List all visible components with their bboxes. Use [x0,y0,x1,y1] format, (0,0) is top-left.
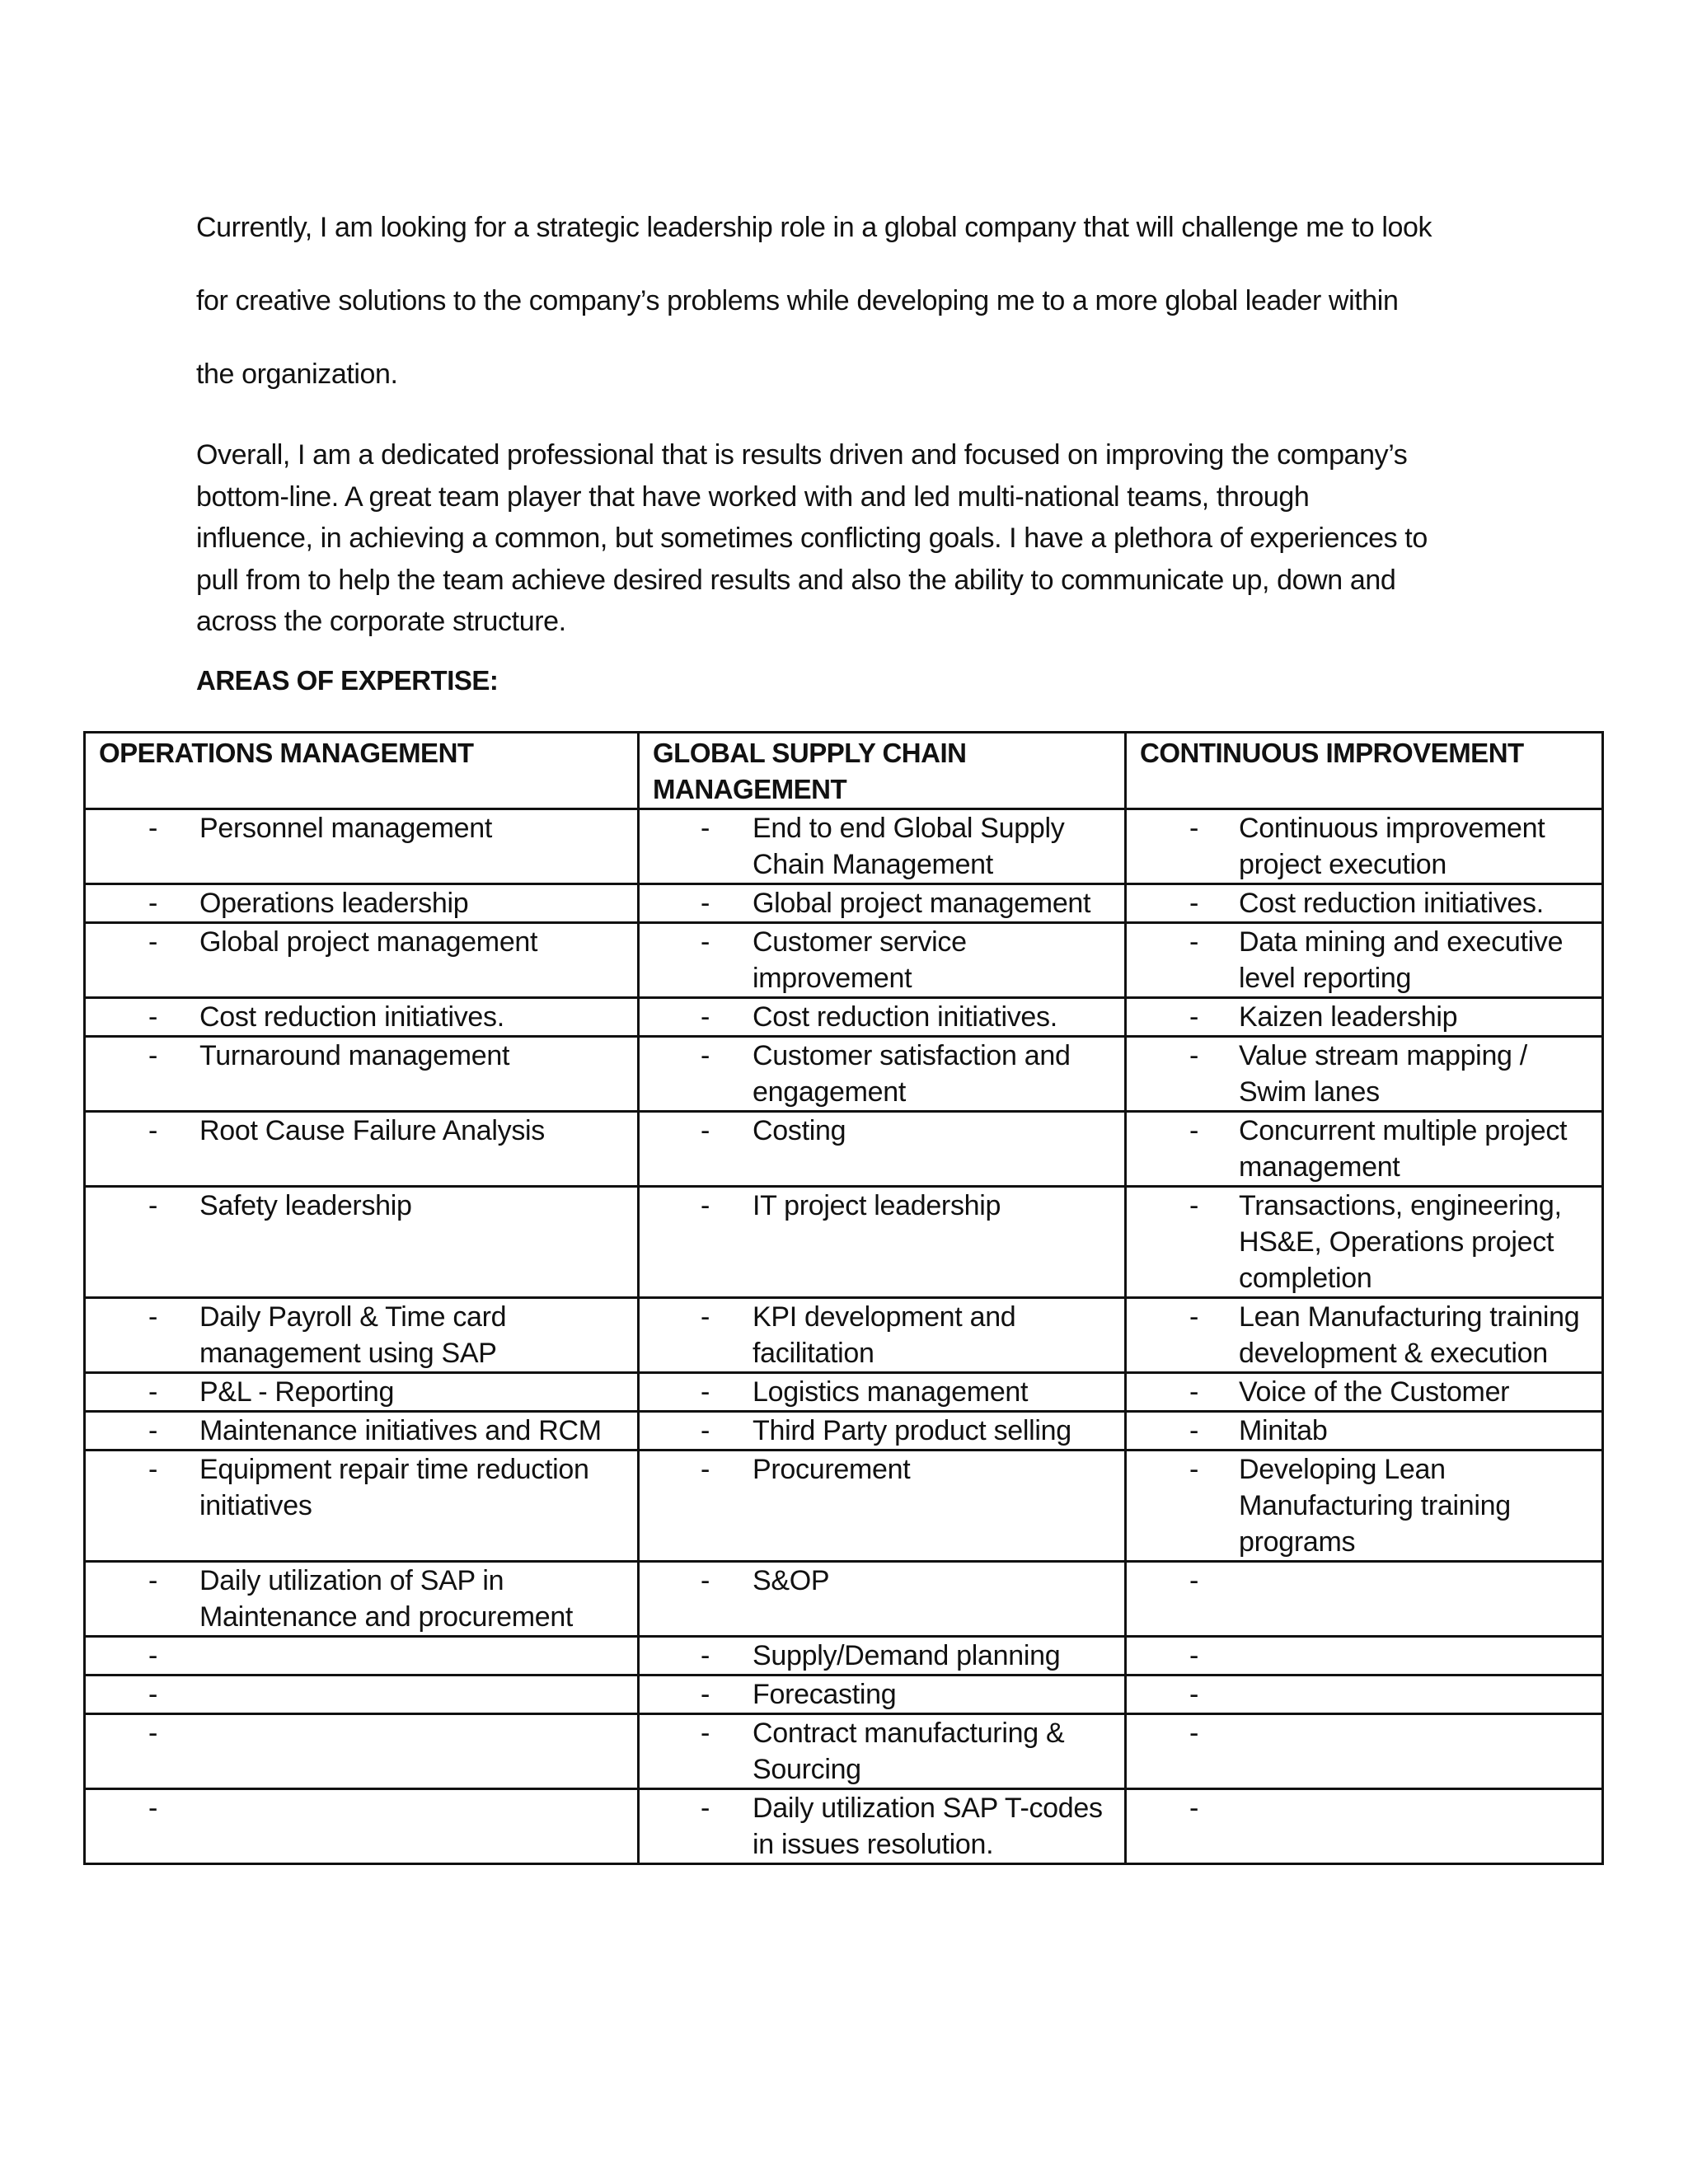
list-item [1127,1790,1601,1826]
table-row [85,923,1603,998]
cell-supply-chain [639,923,1126,998]
list-item-text: Operations leadership [199,888,469,919]
cell-continuous-improvement [1126,1298,1603,1373]
list-item [1127,999,1601,1035]
bullet-dash: - [148,926,158,958]
areas-of-expertise-heading: AREAS OF EXPERTISE: [196,665,499,696]
list-item-text: Daily Payroll & Time card management using SAP [199,1301,507,1369]
list-item [1127,1676,1601,1713]
bullet-dash: - [148,1001,158,1033]
bullet-dash: - [148,1415,158,1446]
cell-continuous-improvement [1126,1373,1603,1412]
list-item [640,924,1124,996]
cell-supply-chain [639,884,1126,923]
list-item [640,1790,1124,1863]
bullet-dash: - [148,1679,158,1710]
table-row [85,1037,1603,1112]
list-item-text: Voice of the Customer [1239,1376,1510,1408]
cell-supply-chain [639,1637,1126,1675]
table-row [85,1675,1603,1714]
bullet-dash: - [701,926,710,958]
bullet-dash: - [148,1718,158,1749]
summary-paragraph [196,434,1498,643]
summary-line: pull from to help the team achieve desired results and also the ability to communicate up, down and [196,564,1396,596]
cell-supply-chain [639,809,1126,884]
bullet-dash: - [1189,1115,1199,1146]
list-item-text: KPI development and facilitation [753,1301,1016,1369]
summary-line: bottom-line. A great team player that have worked with and led multi-national teams, through [196,480,1310,513]
list-item-text: Safety leadership [199,1190,412,1221]
table-row [85,1714,1603,1789]
list-item [1127,1563,1601,1599]
cell-operations [85,1187,639,1298]
bullet-dash: - [1189,1040,1199,1071]
list-item [640,1038,1124,1110]
cell-operations [85,1112,639,1187]
cell-supply-chain [639,1298,1126,1373]
table-body [85,809,1603,1864]
list-item-text: Value stream mapping / Swim lanes [1239,1040,1527,1108]
list-item [1127,1638,1601,1674]
bullet-dash: - [701,1454,710,1485]
bullet-dash: - [148,1454,158,1485]
bullet-dash: - [1189,1679,1199,1710]
list-item-text: Daily utilization of SAP in Maintenance and procurement [199,1565,574,1633]
list-item-text: Cost reduction initiatives. [199,1001,504,1033]
list-item [1127,924,1601,996]
bullet-dash: - [148,1301,158,1333]
list-item [640,1374,1124,1410]
list-item [640,1299,1124,1371]
cell-operations [85,1037,639,1112]
intro-line: Currently, I am looking for a strategic leadership role in a global company that will challenge me to look [196,212,1432,243]
summary-line: across the corporate structure. [196,606,566,637]
list-item [86,924,637,960]
table-row [85,1412,1603,1451]
cell-operations [85,884,639,923]
list-item [86,1563,637,1635]
bullet-dash: - [148,1565,158,1596]
bullet-dash: - [1189,1718,1199,1749]
list-item [86,1413,637,1449]
list-item-text: Lean Manufacturing training development & execution [1239,1301,1580,1369]
cell-operations [85,1298,639,1373]
bullet-dash: - [701,1190,710,1221]
list-item [1127,1715,1601,1751]
bullet-dash: - [1189,1301,1199,1333]
list-item-text: Equipment repair time reduction initiatives [199,1454,589,1521]
list-item [640,999,1124,1035]
cell-supply-chain [639,1412,1126,1451]
bullet-dash: - [701,1793,710,1824]
cell-supply-chain [639,1037,1126,1112]
list-item [1127,1413,1601,1449]
summary-line: influence, in achieving a common, but sometimes conflicting goals. I have a plethora of experiences to [196,523,1428,554]
list-item-text: Developing Lean Manufacturing training programs [1239,1454,1511,1558]
list-item [86,1113,637,1149]
list-item [86,1374,637,1410]
cell-supply-chain [639,998,1126,1037]
cell-continuous-improvement [1126,998,1603,1037]
bullet-dash: - [1189,1376,1199,1408]
table-row [85,1187,1603,1298]
list-item [86,1676,637,1713]
list-item [86,885,637,921]
bullet-dash: - [701,1376,710,1408]
list-item [1127,1113,1601,1185]
list-item [86,1790,637,1826]
list-item [86,1638,637,1674]
table-row [85,809,1603,884]
cell-continuous-improvement [1126,923,1603,998]
list-item [640,1413,1124,1449]
list-item-text: Kaizen leadership [1239,1001,1458,1033]
list-item [640,1188,1124,1224]
table-header-row [85,733,1603,809]
header-global-supply-chain-management: GLOBAL SUPPLY CHAIN MANAGEMENT [639,733,1126,809]
list-item [1127,1038,1601,1110]
table-row [85,1451,1603,1562]
table-row [85,998,1603,1037]
list-item-text: Continuous improvement project execution [1239,813,1545,880]
list-item-text: Contract manufacturing & Sourcing [753,1718,1065,1785]
intro-paragraph [196,191,1498,411]
cell-supply-chain [639,1112,1126,1187]
list-item-text: Global project management [753,888,1091,919]
cell-supply-chain [639,1675,1126,1714]
list-item [640,1113,1124,1149]
list-item-text: Global project management [199,926,538,958]
cell-operations [85,998,639,1037]
bullet-dash: - [1189,1640,1199,1671]
list-item [86,1188,637,1224]
bullet-dash: - [701,1718,710,1749]
cell-continuous-improvement [1126,1789,1603,1864]
list-item-text: IT project leadership [753,1190,1001,1221]
cell-operations [85,1451,639,1562]
cell-continuous-improvement [1126,1451,1603,1562]
cell-continuous-improvement [1126,1037,1603,1112]
bullet-dash: - [701,1001,710,1033]
bullet-dash: - [148,813,158,844]
cell-operations [85,1637,639,1675]
list-item-text: Forecasting [753,1679,897,1710]
list-item-text: Data mining and executive level reporting [1239,926,1564,994]
bullet-dash: - [1189,813,1199,844]
bullet-dash: - [148,1793,158,1824]
cell-continuous-improvement [1126,1637,1603,1675]
bullet-dash: - [148,888,158,919]
bullet-dash: - [1189,888,1199,919]
cell-operations [85,923,639,998]
table-row [85,1298,1603,1373]
list-item-text: Cost reduction initiatives. [753,1001,1057,1033]
bullet-dash: - [1189,1565,1199,1596]
list-item [86,999,637,1035]
list-item [86,1451,637,1524]
bullet-dash: - [1189,926,1199,958]
bullet-dash: - [148,1640,158,1671]
bullet-dash: - [1189,1415,1199,1446]
list-item [86,1038,637,1074]
cell-continuous-improvement [1126,1714,1603,1789]
cell-operations [85,1373,639,1412]
list-item-text: Cost reduction initiatives. [1239,888,1544,919]
table-row [85,1637,1603,1675]
bullet-dash: - [701,1040,710,1071]
list-item-text: Procurement [753,1454,911,1485]
list-item-text: Daily utilization SAP T-codes in issues resolution. [753,1793,1103,1860]
list-item [640,885,1124,921]
list-item [640,1451,1124,1488]
list-item [640,1563,1124,1599]
cell-supply-chain [639,1562,1126,1637]
bullet-dash: - [148,1115,158,1146]
bullet-dash: - [701,1565,710,1596]
list-item-text: Maintenance initiatives and RCM [199,1415,602,1446]
bullet-dash: - [148,1190,158,1221]
cell-continuous-improvement [1126,884,1603,923]
list-item-text: Costing [753,1115,846,1146]
bullet-dash: - [148,1040,158,1071]
cell-operations [85,809,639,884]
cell-supply-chain [639,1451,1126,1562]
list-item-text: Concurrent multiple project management [1239,1115,1568,1183]
table-row [85,1562,1603,1637]
cell-operations [85,1714,639,1789]
cell-continuous-improvement [1126,1187,1603,1298]
list-item-text: Supply/Demand planning [753,1640,1061,1671]
list-item-text: Customer service improvement [753,926,967,994]
list-item [640,1715,1124,1788]
cell-supply-chain [639,1789,1126,1864]
header-continuous-improvement: CONTINUOUS IMPROVEMENT [1126,733,1603,809]
table-row [85,884,1603,923]
list-item [640,810,1124,883]
list-item [1127,1374,1601,1410]
bullet-dash: - [148,1376,158,1408]
list-item [640,1676,1124,1713]
list-item [1127,885,1601,921]
list-item [86,1299,637,1371]
bullet-dash: - [701,1415,710,1446]
bullet-dash: - [701,813,710,844]
list-item-text: P&L - Reporting [199,1376,395,1408]
bullet-dash: - [1189,1001,1199,1033]
list-item [1127,1188,1601,1296]
cell-continuous-improvement [1126,809,1603,884]
list-item [1127,810,1601,883]
cell-continuous-improvement [1126,1112,1603,1187]
cell-supply-chain [639,1187,1126,1298]
list-item [1127,1451,1601,1560]
cell-operations [85,1412,639,1451]
list-item-text: Personnel management [199,813,493,844]
list-item-text: S&OP [753,1565,830,1596]
summary-line: Overall, I am a dedicated professional that is results driven and focused on improving the company’s [196,439,1408,471]
list-item-text: Customer satisfaction and engagement [753,1040,1071,1108]
bullet-dash: - [701,1301,710,1333]
list-item-text: Third Party product selling [753,1415,1071,1446]
cell-continuous-improvement [1126,1562,1603,1637]
bullet-dash: - [1189,1793,1199,1824]
bullet-dash: - [701,1640,710,1671]
list-item-text: Transactions, engineering, HS&E, Operations project completion [1239,1190,1562,1294]
cell-supply-chain [639,1714,1126,1789]
list-item [1127,1299,1601,1371]
cell-continuous-improvement [1126,1412,1603,1451]
cell-operations [85,1789,639,1864]
list-item-text: Turnaround management [199,1040,510,1071]
table-row [85,1373,1603,1412]
cell-operations [85,1562,639,1637]
cell-supply-chain [639,1373,1126,1412]
list-item-text: Minitab [1239,1415,1328,1446]
intro-line: for creative solutions to the company’s problems while developing me to a more global leader within [196,285,1399,316]
cell-continuous-improvement [1126,1675,1603,1714]
bullet-dash: - [701,888,710,919]
list-item [640,1638,1124,1674]
bullet-dash: - [1189,1454,1199,1485]
expertise-table [83,731,1604,1865]
cell-operations [85,1675,639,1714]
list-item [86,1715,637,1751]
list-item-text: End to end Global Supply Chain Management [753,813,1065,880]
header-operations-management: OPERATIONS MANAGEMENT [85,733,639,809]
bullet-dash: - [1189,1190,1199,1221]
bullet-dash: - [701,1679,710,1710]
list-item-text: Logistics management [753,1376,1029,1408]
intro-line: the organization. [196,359,398,390]
list-item-text: Root Cause Failure Analysis [199,1115,545,1146]
list-item [86,810,637,846]
bullet-dash: - [701,1115,710,1146]
table-row [85,1789,1603,1864]
table-row [85,1112,1603,1187]
